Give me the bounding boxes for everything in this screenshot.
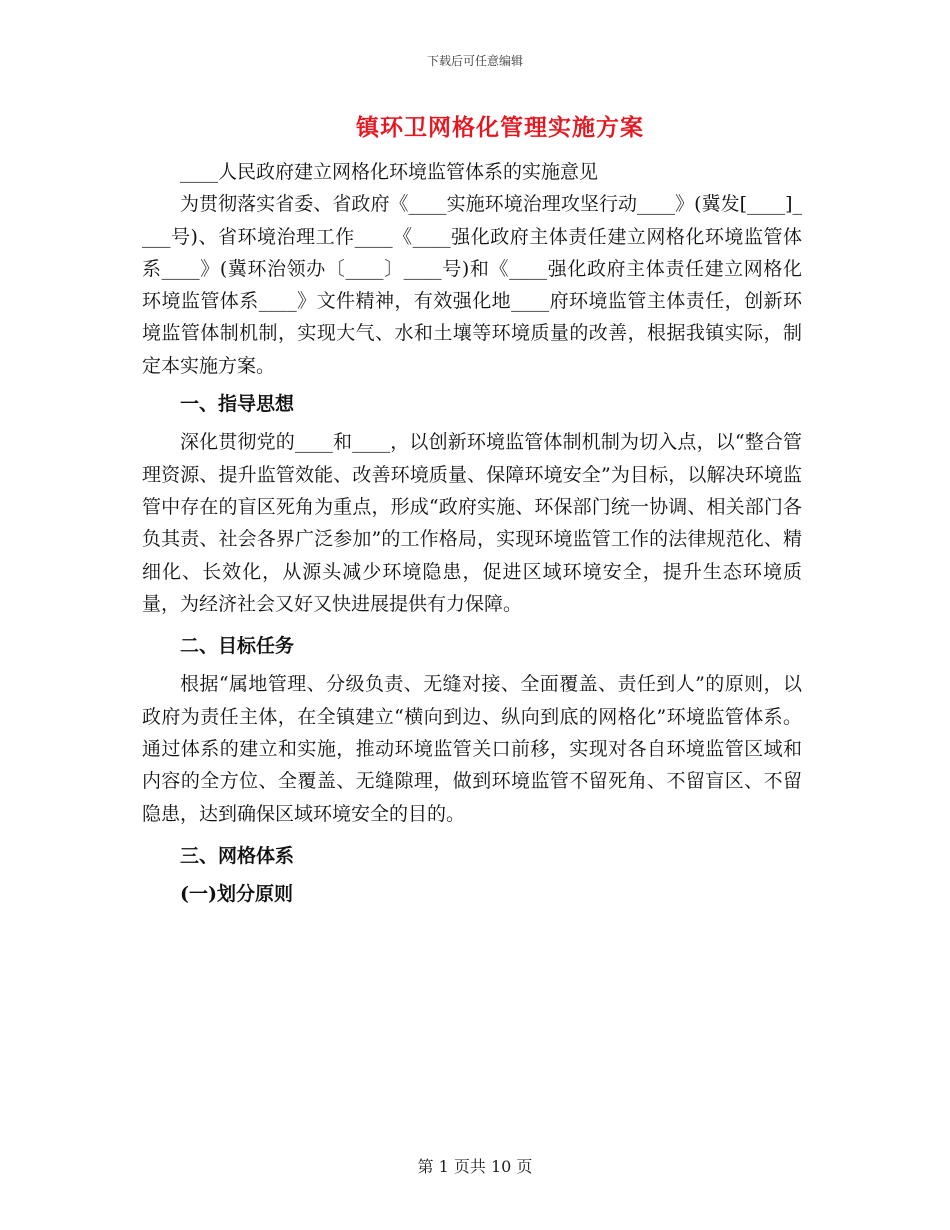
page-number: 第 1 页共 10 页 [417, 1157, 533, 1176]
guiding-ideology-paragraph: 深化贯彻党的____和____，以创新环境监管体制机制为切入点，以“整合管理资源、提升监管效能、改善环境质量、保障环境安全”为目标，以解决环境监管中存在的盲区死角为重点，形成“政府实施、环保部门统一协调、相关部门各负其责、社会各界广泛参加”的工作格局，实现环境监管工作的法律规范化、精细化、长效化，从源头减少环境隐患，促进区域环境安全，提升生态环境质量，为经济社会又好又快进展提供有力保障。 [142, 431, 802, 615]
header-note: 下载后可任意编辑 [426, 54, 523, 68]
section-heading-grid-system: 三、网格体系 [180, 844, 295, 867]
objectives-paragraph: 根据“属地管理、分级负责、无缝对接、全面覆盖、责任到人”的原则，以政府为责任主体，在全镇建立“横向到边、纵向到底的网格化”环境监管体系。通过体系的建立和实施，推动环境监管关口前移，实现对各自环境监管区域和内容的全方位、全覆盖、无缝隙理，做到环境监管不留死角、不留盲区、不留隐患，达到确保区域环境安全的目的。 [142, 673, 802, 825]
section-heading-objectives: 二、目标任务 [180, 635, 295, 658]
section-heading-guiding-ideology: 一、指导思想 [180, 393, 295, 416]
subsection-heading-division-principles: (一)划分原则 [180, 883, 293, 906]
document-body [142, 156, 802, 911]
preamble-paragraph: 为贯彻落实省委、省政府《____实施环境治理攻坚行动____》(冀发[____]____号)、省环境治理工作____《____强化政府主体责任建立网格化环境监管体系____》(冀环治领办〔____〕____号)和《____强化政府主体责任建立网格化环境监管体系____》文件精神，有效强化地____府环境监管主体责任，创新环境监管体制机制，实现大气、水和土壤等环境质量的改善，根据我镇实际，制定本实施方案。 [142, 193, 802, 377]
document-title: 镇环卫网格化管理实施方案 [356, 114, 644, 141]
intro-subtitle-paragraph: ____人民政府建立网格化环境监管体系的实施意见 [180, 161, 599, 183]
